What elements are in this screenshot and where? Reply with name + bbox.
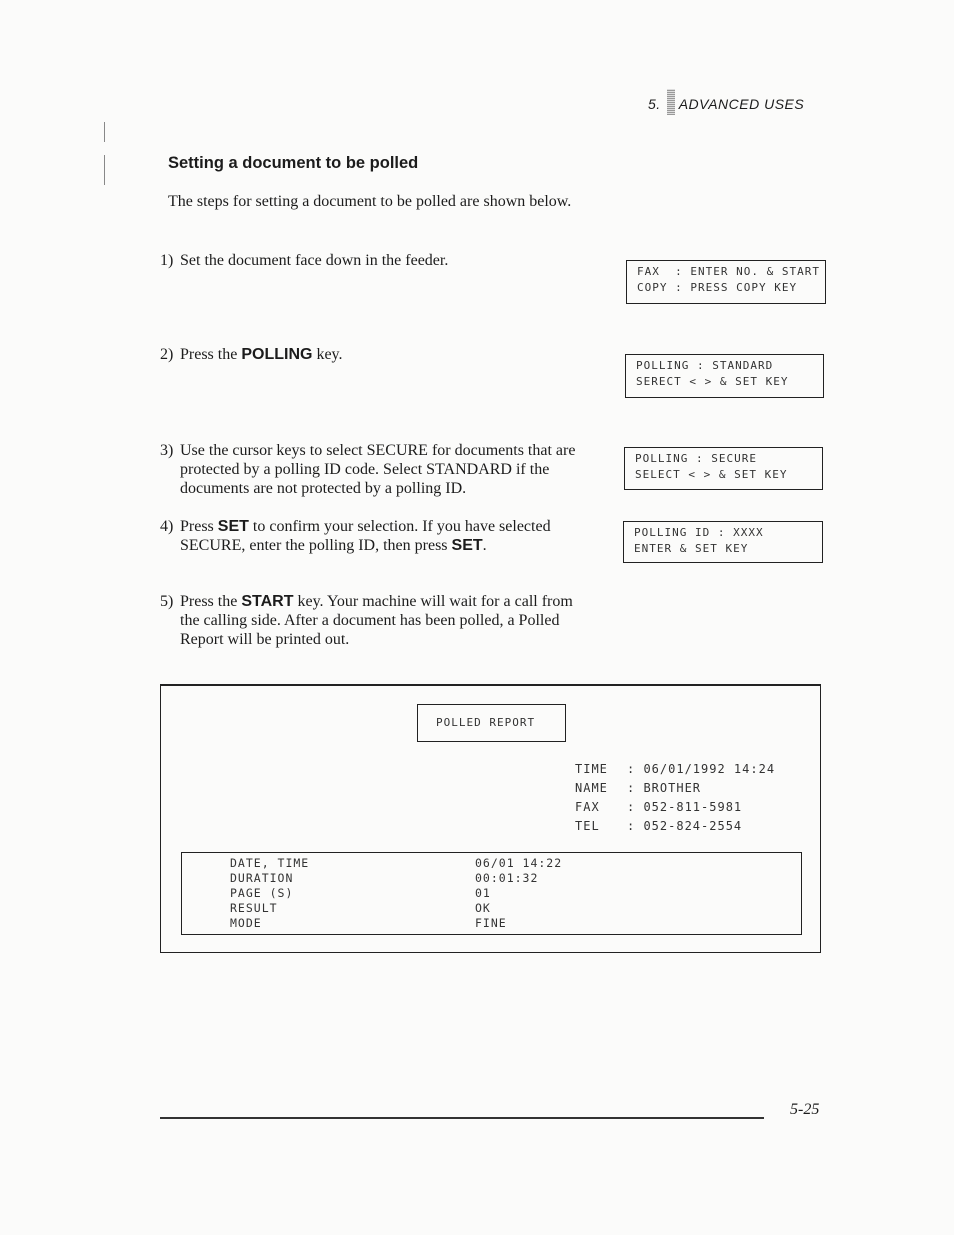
- step-text: key.: [312, 346, 343, 363]
- detail-row: [182, 916, 801, 931]
- step-text: Use the cursor keys to select SECURE for documents that are protected by a polling ID code. Select STANDARD if the documents are not protected by a polling ID.: [180, 442, 576, 497]
- page-number: 5-25: [790, 1101, 820, 1118]
- station-label: FAX: [575, 800, 600, 814]
- lcd-line-1: POLLING : SECURE: [635, 452, 757, 465]
- lcd-line-2: SELECT < > & SET KEY: [635, 468, 788, 481]
- step-text: Press the: [180, 593, 242, 610]
- lcd-display: [625, 354, 824, 398]
- chapter-header: [648, 89, 804, 115]
- step-number: 5): [160, 593, 174, 610]
- step-3: [160, 441, 592, 498]
- detail-label: RESULT: [230, 901, 278, 915]
- step-text: Set the document face down in the feeder.: [180, 252, 449, 269]
- lcd-display: [623, 521, 823, 563]
- lcd-line-1: POLLING ID : XXXX: [634, 526, 764, 539]
- detail-value: FINE: [475, 916, 507, 930]
- step-4: [160, 517, 592, 555]
- station-label: NAME: [575, 781, 608, 795]
- station-value: : 06/01/1992 14:24: [627, 762, 776, 776]
- polled-report-sample: [160, 684, 821, 953]
- step-number: 3): [160, 442, 174, 459]
- step-text: Press: [180, 518, 218, 535]
- lcd-line-1: FAX : ENTER NO. & START: [637, 265, 820, 278]
- step-text: key. Your machine will wait for a call from the calling side. After a document has been polled, a Polled Report will be printed out.: [180, 593, 573, 648]
- footer-rule: [160, 1117, 764, 1119]
- chapter-tab-marker: [667, 89, 675, 115]
- step-1: [160, 251, 592, 270]
- detail-label: PAGE (S): [230, 886, 294, 900]
- chapter-number: 5.: [648, 96, 661, 112]
- detail-value: 00:01:32: [475, 871, 539, 885]
- station-value: : 052-824-2554: [627, 819, 743, 833]
- station-info: [575, 760, 775, 836]
- station-value: : 052-811-5981: [627, 800, 743, 814]
- step-number: 4): [160, 518, 174, 535]
- step-number: 2): [160, 346, 174, 363]
- detail-value: OK: [475, 901, 491, 915]
- detail-row: [182, 856, 801, 871]
- key-name: POLLING: [241, 346, 313, 363]
- detail-value: 06/01 14:22: [475, 856, 563, 870]
- transmission-details: [181, 852, 802, 935]
- key-name: START: [241, 593, 294, 610]
- detail-label: MODE: [230, 916, 262, 930]
- detail-value: 01: [475, 886, 491, 900]
- station-value: : BROTHER: [627, 781, 702, 795]
- step-number: 1): [160, 252, 174, 269]
- detail-row: [182, 886, 801, 901]
- detail-label: DATE, TIME: [230, 856, 310, 870]
- detail-label: DURATION: [230, 871, 294, 885]
- station-row: [575, 779, 775, 798]
- lcd-line-2: ENTER & SET KEY: [634, 542, 749, 555]
- lcd-display: [626, 260, 826, 304]
- section-intro: The steps for setting a document to be polled are shown below.: [168, 193, 572, 210]
- step-text: to confirm your selection. If you have selected SECURE, enter the polling ID, then press: [180, 518, 551, 554]
- key-name: SET: [217, 518, 249, 535]
- detail-row: [182, 901, 801, 916]
- chapter-title: ADVANCED USES: [678, 96, 805, 112]
- lcd-display: [624, 447, 823, 490]
- section-title: Setting a document to be polled: [168, 154, 419, 172]
- station-label: TIME: [575, 762, 608, 776]
- step-text: Press the: [180, 346, 242, 363]
- key-name: SET: [451, 537, 483, 554]
- station-row: [575, 817, 775, 836]
- lcd-line-2: SERECT < > & SET KEY: [636, 375, 789, 388]
- station-row: [575, 760, 775, 779]
- lcd-line-2: COPY : PRESS COPY KEY: [637, 281, 798, 294]
- station-label: TEL: [575, 819, 600, 833]
- margin-mark: [104, 122, 105, 142]
- margin-mark: [104, 155, 105, 185]
- step-2: [160, 345, 592, 364]
- station-row: [575, 798, 775, 817]
- step-5: [160, 592, 592, 649]
- detail-row: [182, 871, 801, 886]
- report-title: POLLED REPORT: [417, 704, 566, 742]
- lcd-line-1: POLLING : STANDARD: [636, 359, 774, 372]
- step-text: .: [482, 537, 487, 554]
